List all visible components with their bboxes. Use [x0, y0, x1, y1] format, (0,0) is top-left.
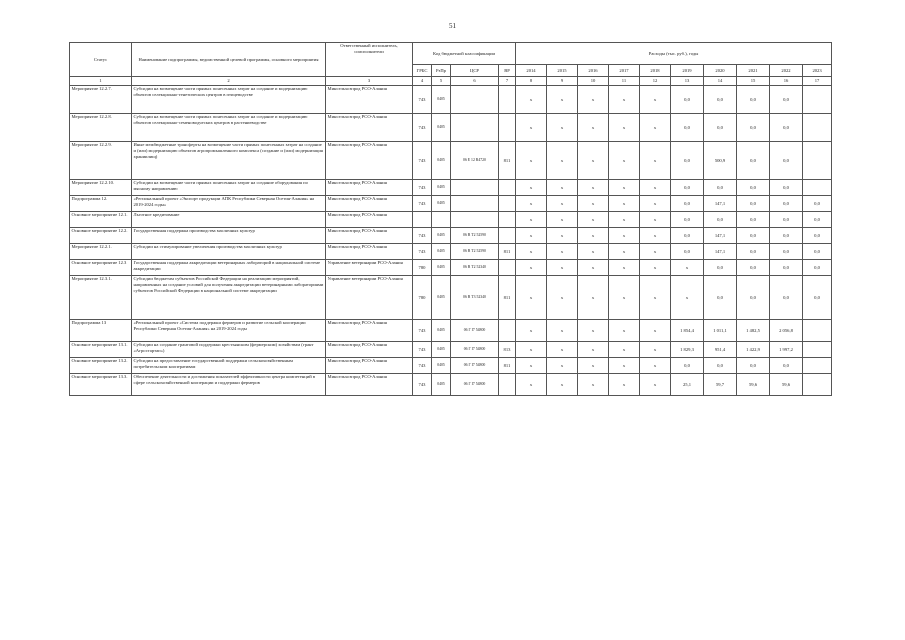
row-value: x: [516, 260, 547, 276]
row-value: 0,0: [770, 244, 803, 260]
row-value: 0,0: [770, 114, 803, 142]
column-index: 13: [671, 77, 704, 86]
row-value: [803, 374, 832, 396]
row-value: 147,1: [704, 244, 737, 260]
row-grbs: 743: [413, 114, 432, 142]
header-year: 2019: [671, 65, 704, 77]
row-rzpr: 0405: [432, 320, 451, 342]
row-value: x: [516, 276, 547, 320]
row-csr: 06 Г I7 54800: [451, 358, 499, 374]
row-value: 0,0: [770, 86, 803, 114]
row-rzpr: 0405: [432, 244, 451, 260]
row-value: 1 854,4: [671, 320, 704, 342]
row-csr: 06 Г I7 54800: [451, 342, 499, 358]
row-value: 0,0: [770, 142, 803, 180]
page-number: 51: [449, 22, 456, 30]
row-responsible: Минсельхозпрод РСО-Алания: [326, 196, 413, 212]
row-responsible: Минсельхозпрод РСО-Алания: [326, 342, 413, 358]
column-index-row: [70, 77, 832, 86]
row-value: 0,0: [770, 196, 803, 212]
row-value: x: [547, 196, 578, 212]
header-year: 2016: [578, 65, 609, 77]
row-value: x: [671, 260, 704, 276]
row-status: Мероприятие 12.2.8.: [70, 114, 132, 142]
column-index: 14: [704, 77, 737, 86]
row-value: 0,0: [737, 212, 770, 228]
row-responsible: Управление ветеринарии РСО-Алания: [326, 276, 413, 320]
row-grbs: 780: [413, 260, 432, 276]
row-csr: 06 Г I7 54800: [451, 374, 499, 396]
row-value: x: [640, 212, 671, 228]
row-value: x: [547, 180, 578, 196]
header-year: 2015: [547, 65, 578, 77]
row-csr: [451, 114, 499, 142]
row-value: 0,0: [704, 180, 737, 196]
row-value: x: [640, 228, 671, 244]
row-value: x: [578, 374, 609, 396]
row-grbs: [413, 212, 432, 228]
row-status: Мероприятие 12.2.10.: [70, 180, 132, 196]
row-value: 1 829,3: [671, 342, 704, 358]
row-status: Мероприятие 12.3.1.: [70, 276, 132, 320]
row-value: x: [640, 276, 671, 320]
row-vr: 811: [499, 142, 516, 180]
row-value: 0,0: [737, 86, 770, 114]
row-value: x: [609, 342, 640, 358]
row-csr: [451, 86, 499, 114]
row-vr: 811: [499, 276, 516, 320]
table-body: [70, 77, 832, 396]
row-status: Основное мероприятие 12.1.: [70, 212, 132, 228]
row-value: [803, 358, 832, 374]
row-value: x: [578, 244, 609, 260]
row-responsible: Управление ветеринарии РСО-Алания: [326, 260, 413, 276]
program-table: [69, 42, 832, 396]
row-grbs: 743: [413, 320, 432, 342]
row-value: x: [516, 342, 547, 358]
row-value: x: [578, 180, 609, 196]
row-value: [803, 180, 832, 196]
row-value: 0,0: [737, 276, 770, 320]
row-vr: [499, 86, 516, 114]
row-grbs: 743: [413, 342, 432, 358]
row-value: x: [547, 342, 578, 358]
row-rzpr: 0405: [432, 142, 451, 180]
row-value: 2 056,8: [770, 320, 803, 342]
row-name: Государственная поддержка аккредитации ветеринарных лабораторий в национальной системе аккредитации: [132, 260, 326, 276]
row-value: x: [609, 212, 640, 228]
row-csr: [451, 180, 499, 196]
row-name: Субсидии на стимулирование увеличения производства масличных культур: [132, 244, 326, 260]
row-rzpr: 0405: [432, 276, 451, 320]
row-value: 0,0: [737, 114, 770, 142]
row-value: x: [609, 196, 640, 212]
row-value: x: [578, 142, 609, 180]
row-value: x: [578, 114, 609, 142]
row-value: x: [578, 196, 609, 212]
row-name: «Региональный проект «Экспорт продукции АПК Республики Северная Осетия-Алания» на 2019-2024 годы»: [132, 196, 326, 212]
table-row: [70, 142, 832, 180]
row-responsible: Минсельхозпрод РСО-Алания: [326, 180, 413, 196]
row-value: x: [609, 358, 640, 374]
header-name: Наименование подпрограммы, ведомственной целевой программы, основного мероприятия: [132, 43, 326, 77]
row-value: [803, 86, 832, 114]
row-value: 0,0: [737, 180, 770, 196]
row-vr: [499, 374, 516, 396]
row-value: 0,0: [770, 260, 803, 276]
row-value: x: [578, 260, 609, 276]
column-index: 12: [640, 77, 671, 86]
row-responsible: Минсельхозпрод РСО-Алания: [326, 86, 413, 114]
row-responsible: Минсельхозпрод РСО-Алания: [326, 212, 413, 228]
row-vr: [499, 196, 516, 212]
row-value: x: [578, 276, 609, 320]
header-rzpr: РзПр: [432, 65, 451, 77]
row-value: 0,0: [671, 358, 704, 374]
row-value: 0,0: [770, 276, 803, 320]
row-value: 0,0: [770, 228, 803, 244]
row-name: Субсидии на возмещение части прямых понесенных затрат на создание и модернизацию объектов селекционно-генетических центров в птицеводстве: [132, 86, 326, 114]
row-status: Мероприятие 12.2.9.: [70, 142, 132, 180]
row-grbs: 743: [413, 196, 432, 212]
header-year: 2020: [704, 65, 737, 77]
row-grbs: 743: [413, 228, 432, 244]
row-status: Мероприятие 12.2.1.: [70, 244, 132, 260]
column-index: 4: [413, 77, 432, 86]
row-status: Основное мероприятие 12.3: [70, 260, 132, 276]
row-value: 0,0: [671, 212, 704, 228]
row-csr: 06 Е 12 R4720: [451, 142, 499, 180]
row-value: 0,0: [803, 196, 832, 212]
header-year: 2018: [640, 65, 671, 77]
table-row: [70, 180, 832, 196]
row-value: x: [640, 86, 671, 114]
row-status: Основное мероприятие 12.2.: [70, 228, 132, 244]
column-index: 3: [326, 77, 413, 86]
row-rzpr: [432, 212, 451, 228]
header-responsible: Ответственный исполнитель, соисполнители: [326, 43, 413, 77]
table-row: [70, 260, 832, 276]
row-status: Подпрограмма 13: [70, 320, 132, 342]
table-row: [70, 212, 832, 228]
row-value: [803, 320, 832, 342]
row-value: x: [578, 212, 609, 228]
row-name: «Региональный проект «Система поддержки фермеров и развитие сельской кооперации Республики Северная Осетия-Алания» на 2019-2024 годы: [132, 320, 326, 342]
row-value: x: [516, 320, 547, 342]
row-grbs: 743: [413, 142, 432, 180]
table-row: [70, 86, 832, 114]
row-name: Субсидии на возмещение части прямых понесенных затрат на создание оборудования по мясному направлению: [132, 180, 326, 196]
row-rzpr: 0405: [432, 374, 451, 396]
row-vr: 813: [499, 342, 516, 358]
row-value: 0,0: [770, 212, 803, 228]
row-value: x: [516, 358, 547, 374]
row-value: x: [578, 86, 609, 114]
column-index: 15: [737, 77, 770, 86]
row-value: 0,0: [671, 244, 704, 260]
row-value: 0,0: [671, 142, 704, 180]
row-rzpr: 0405: [432, 342, 451, 358]
row-value: x: [516, 142, 547, 180]
row-value: 0,0: [704, 114, 737, 142]
row-value: x: [547, 142, 578, 180]
row-value: x: [640, 196, 671, 212]
row-status: Мероприятие 12.2.7.: [70, 86, 132, 114]
row-name: Государственная поддержка производства масличных культур: [132, 228, 326, 244]
row-value: 0,0: [671, 180, 704, 196]
row-responsible: Минсельхозпрод РСО-Алания: [326, 114, 413, 142]
header-year: 2023: [803, 65, 832, 77]
row-value: x: [547, 212, 578, 228]
table-row: [70, 358, 832, 374]
row-value: x: [640, 180, 671, 196]
row-value: x: [671, 276, 704, 320]
row-responsible: Минсельхозпрод РСО-Алания: [326, 358, 413, 374]
row-value: 0,0: [770, 180, 803, 196]
header-budget-code: Код бюджетной классификации: [413, 43, 516, 65]
row-status: Основное мероприятие 13.1.: [70, 342, 132, 358]
row-value: x: [609, 86, 640, 114]
column-index: 11: [609, 77, 640, 86]
row-value: [803, 142, 832, 180]
column-index: 10: [578, 77, 609, 86]
row-value: x: [640, 114, 671, 142]
row-value: 0,0: [704, 276, 737, 320]
header-expenses: Расходы (тыс. руб.), годы: [516, 43, 832, 65]
row-value: [803, 342, 832, 358]
row-name: Субсидии на создание грантовой поддержки крестьянским (фермерским) хозяйствам (грант «Агростартап»): [132, 342, 326, 358]
row-value: 1 011,1: [704, 320, 737, 342]
row-value: x: [516, 114, 547, 142]
row-value: 1 482,5: [737, 320, 770, 342]
row-name: Субсидии бюджетам субъектов Российской Федерации на реализацию мероприятий, направленных на создание условий для получения аккредитации ветеринарными лабораториями субъектов Российской Федерации в национальной системе аккредитации: [132, 276, 326, 320]
row-value: x: [516, 196, 547, 212]
row-value: x: [516, 244, 547, 260]
row-grbs: 743: [413, 358, 432, 374]
row-value: 0,0: [671, 114, 704, 142]
row-responsible: Минсельхозпрод РСО-Алания: [326, 142, 413, 180]
row-value: 0,0: [803, 244, 832, 260]
row-value: 0,0: [704, 260, 737, 276]
row-value: [803, 114, 832, 142]
header-year: 2014: [516, 65, 547, 77]
row-value: x: [578, 228, 609, 244]
row-grbs: 743: [413, 374, 432, 396]
row-status: Основное мероприятие 13.2.: [70, 358, 132, 374]
row-vr: [499, 114, 516, 142]
row-value: 0,0: [803, 276, 832, 320]
row-csr: 06 В Т2 52590: [451, 244, 499, 260]
column-index: 17: [803, 77, 832, 86]
header-year: 2021: [737, 65, 770, 77]
table-row: [70, 114, 832, 142]
header-year: 2017: [609, 65, 640, 77]
table-row: [70, 196, 832, 212]
column-index: 16: [770, 77, 803, 86]
row-value: 0,0: [803, 260, 832, 276]
row-vr: [499, 212, 516, 228]
header-status: Статус: [70, 43, 132, 77]
table-row: [70, 374, 832, 396]
row-name: Льготное кредитование: [132, 212, 326, 228]
row-name: Субсидии на возмещение части прямых понесенных затрат на создание и модернизацию объектов селекционно-семеноводческих центров в растениеводстве: [132, 114, 326, 142]
row-value: 147,1: [704, 228, 737, 244]
row-responsible: Минсельхозпрод РСО-Алания: [326, 320, 413, 342]
row-value: x: [609, 276, 640, 320]
row-grbs: 743: [413, 86, 432, 114]
row-value: x: [640, 374, 671, 396]
column-index: 9: [547, 77, 578, 86]
row-value: 59,7: [704, 374, 737, 396]
row-value: x: [547, 374, 578, 396]
row-csr: [451, 196, 499, 212]
row-value: x: [609, 142, 640, 180]
row-status: Основное мероприятие 13.3.: [70, 374, 132, 396]
row-responsible: Минсельхозпрод РСО-Алания: [326, 244, 413, 260]
row-value: x: [547, 260, 578, 276]
row-value: x: [516, 228, 547, 244]
row-rzpr: 0405: [432, 86, 451, 114]
table-row: [70, 228, 832, 244]
column-index: 8: [516, 77, 547, 86]
header-vr: ВР: [499, 65, 516, 77]
row-value: 147,1: [704, 196, 737, 212]
row-value: x: [640, 342, 671, 358]
row-value: x: [578, 358, 609, 374]
table-row: [70, 320, 832, 342]
row-value: 25,1: [671, 374, 704, 396]
row-value: 0,0: [671, 196, 704, 212]
row-rzpr: 0405: [432, 260, 451, 276]
row-value: x: [640, 260, 671, 276]
header-grbs: ГРБС: [413, 65, 432, 77]
row-rzpr: 0405: [432, 180, 451, 196]
row-responsible: Минсельхозпрод РСО-Алания: [326, 228, 413, 244]
row-value: 0,0: [737, 244, 770, 260]
row-value: 1 422,9: [737, 342, 770, 358]
column-index: 6: [451, 77, 499, 86]
row-rzpr: 0405: [432, 196, 451, 212]
row-vr: [499, 180, 516, 196]
row-value: x: [516, 180, 547, 196]
row-value: 0,0: [737, 228, 770, 244]
header-year: 2022: [770, 65, 803, 77]
row-value: x: [547, 244, 578, 260]
row-grbs: 743: [413, 180, 432, 196]
row-value: x: [547, 358, 578, 374]
row-value: 0,0: [671, 228, 704, 244]
row-value: x: [547, 114, 578, 142]
row-rzpr: 0405: [432, 228, 451, 244]
row-value: x: [609, 114, 640, 142]
row-value: x: [547, 320, 578, 342]
row-rzpr: 0405: [432, 358, 451, 374]
table-row: [70, 342, 832, 358]
column-index: 1: [70, 77, 132, 86]
row-value: 0,0: [737, 260, 770, 276]
row-responsible: Минсельхозпрод РСО-Алания: [326, 374, 413, 396]
row-value: x: [578, 342, 609, 358]
row-value: 951,4: [704, 342, 737, 358]
row-value: x: [547, 86, 578, 114]
row-value: x: [547, 276, 578, 320]
row-csr: 06 В Т3 52340: [451, 276, 499, 320]
row-name: Обеспечение деятельности и достижения показателей эффективности центра компетенций в сфере сельскохозяйственной кооперации и поддержки фермеров: [132, 374, 326, 396]
row-value: 0,0: [737, 196, 770, 212]
row-csr: 06 Г I7 54800: [451, 320, 499, 342]
row-vr: [499, 228, 516, 244]
row-rzpr: 0405: [432, 114, 451, 142]
row-value: 0,0: [737, 358, 770, 374]
row-name: Иные межбюджетные трансферты на возмещение части прямых понесенных затрат на создание и (или) модернизацию объектов агропромышленного комплекса (создание и (или) модернизация храниилищ): [132, 142, 326, 180]
row-value: x: [516, 212, 547, 228]
row-value: x: [640, 244, 671, 260]
row-value: x: [578, 320, 609, 342]
row-value: x: [609, 244, 640, 260]
row-value: 0,0: [704, 212, 737, 228]
row-value: x: [516, 86, 547, 114]
row-value: x: [640, 320, 671, 342]
row-vr: [499, 260, 516, 276]
header-csr: ЦСР: [451, 65, 499, 77]
row-value: 0,0: [770, 358, 803, 374]
row-name: Субсидии на предоставление государственной поддержки сельскохозяйственным потребительским кооперативам: [132, 358, 326, 374]
row-value: x: [516, 374, 547, 396]
row-vr: 811: [499, 244, 516, 260]
row-value: 1 997,2: [770, 342, 803, 358]
row-value: x: [609, 228, 640, 244]
row-value: 0,0: [803, 228, 832, 244]
row-value: x: [609, 374, 640, 396]
row-value: x: [547, 228, 578, 244]
row-value: x: [609, 180, 640, 196]
row-csr: 06 В Т2 52340: [451, 260, 499, 276]
row-value: x: [609, 320, 640, 342]
column-index: 7: [499, 77, 516, 86]
table-row: [70, 244, 832, 260]
row-csr: 06 В Т2 52590: [451, 228, 499, 244]
row-value: 59,6: [770, 374, 803, 396]
row-value: 0,0: [704, 86, 737, 114]
column-index: 2: [132, 77, 326, 86]
row-value: x: [640, 142, 671, 180]
row-value: 0,0: [803, 212, 832, 228]
row-grbs: 780: [413, 276, 432, 320]
column-index: 5: [432, 77, 451, 86]
row-vr: 811: [499, 358, 516, 374]
row-vr: [499, 320, 516, 342]
row-status: Подпрограмма 12.: [70, 196, 132, 212]
row-value: x: [609, 260, 640, 276]
row-value: 0,0: [704, 358, 737, 374]
row-value: 500,9: [704, 142, 737, 180]
row-csr: [451, 212, 499, 228]
row-grbs: 743: [413, 244, 432, 260]
row-value: 59,6: [737, 374, 770, 396]
table-row: [70, 276, 832, 320]
row-value: 0,0: [737, 142, 770, 180]
row-value: x: [640, 358, 671, 374]
row-value: 0,0: [671, 86, 704, 114]
